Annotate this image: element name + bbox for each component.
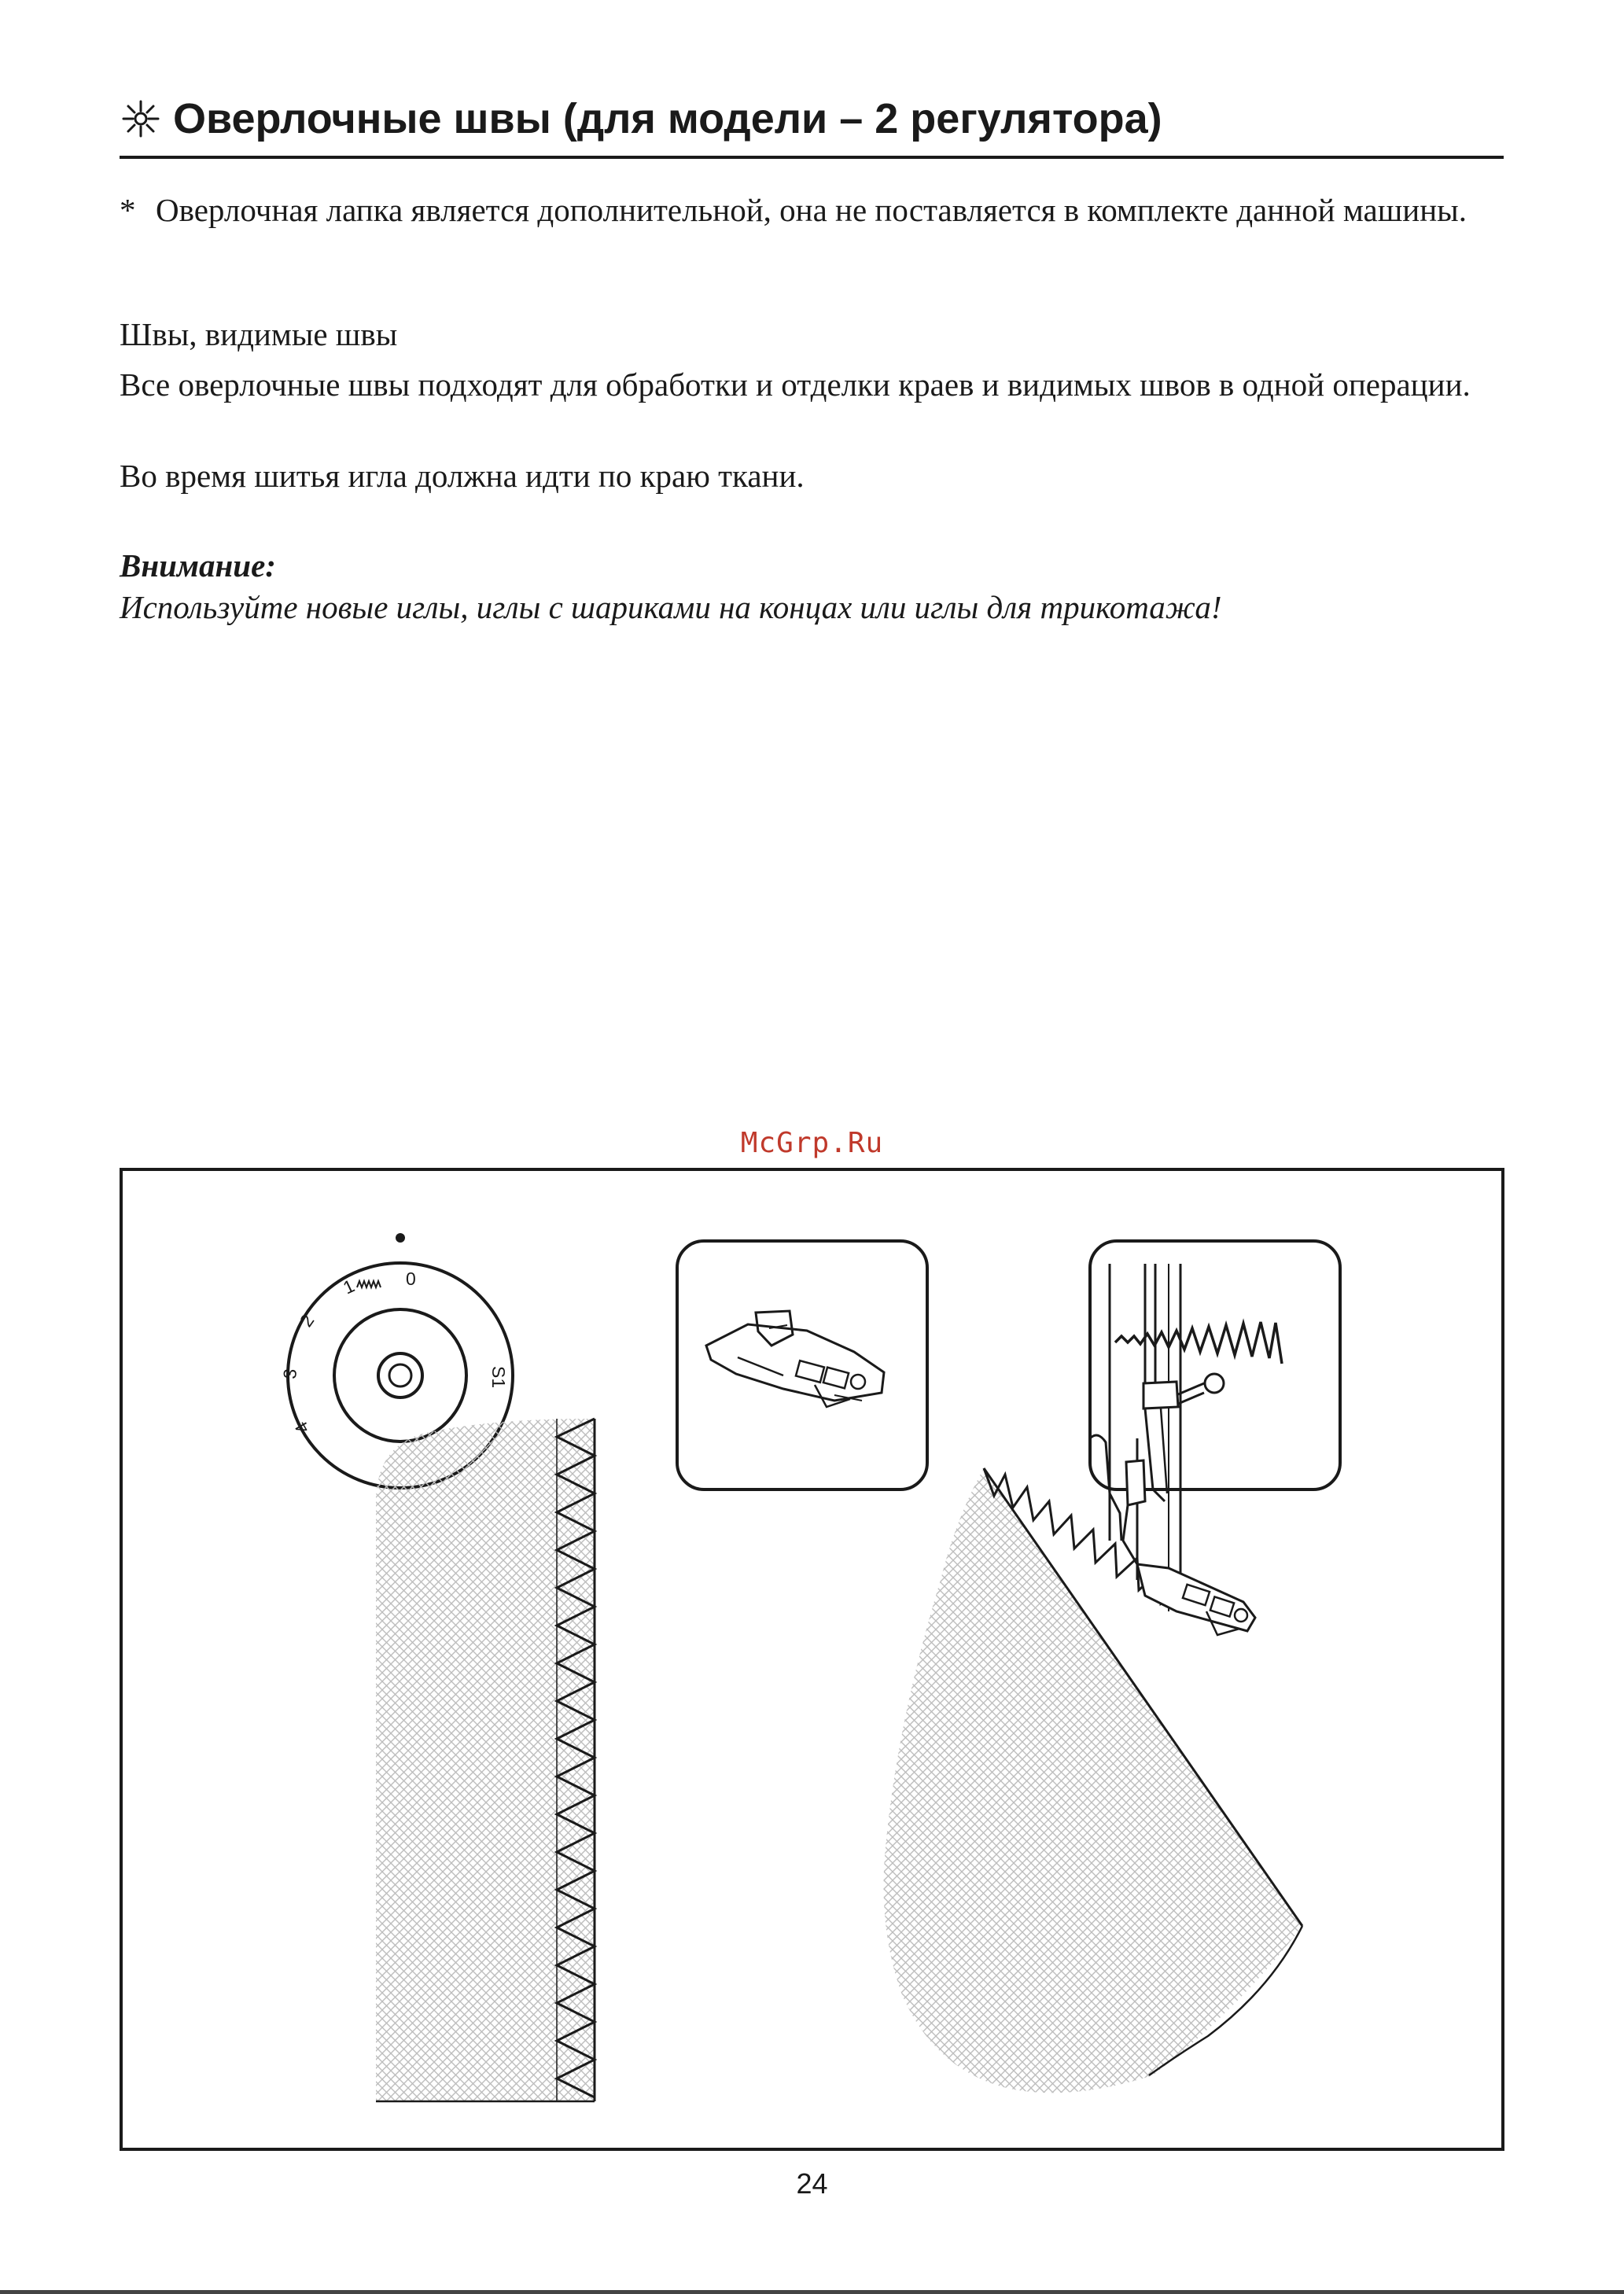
sparkle-icon (121, 99, 160, 138)
overlock-presser-foot-icon (677, 1241, 927, 1489)
bottom-rule (0, 2290, 1624, 2294)
section-paragraph-1: Все оверлочные швы подходят для обработки и отделки краев и видимых швов в одной операции. (120, 366, 1471, 403)
page-number: 24 (796, 2167, 828, 2200)
illustration-frame (120, 1168, 1504, 2151)
warning-title: Внимание: (120, 547, 276, 584)
dial-label-1: 1 (340, 1275, 358, 1298)
section-paragraph-2: Во время шитья игла должна идти по краю ткани. (120, 458, 805, 494)
dial-label-0: 0 (406, 1269, 416, 1289)
overlocked-fabric-edge-icon (376, 1419, 595, 2101)
sewing-with-overlock-foot-icon (884, 1264, 1303, 2093)
dial-indicator-dot (396, 1233, 405, 1243)
watermark: McGrp.Ru (740, 1127, 884, 1159)
dial-label-2: 2 (295, 1310, 319, 1331)
note-text: Оверлочная лапка является дополнительной, она не поставляется в комплекте данной машины. (156, 192, 1467, 228)
dial-label-3: 3 (279, 1368, 301, 1380)
page-heading (120, 88, 1504, 159)
illustration (123, 1171, 1501, 2148)
page-title: Оверлочные швы (для модели – 2 регулятора) (173, 95, 1162, 142)
warning-text: Используйте новые иглы, иглы с шариками на концах или иглы для трикотажа! (120, 589, 1222, 625)
overlock-stitch-pattern-icon (1090, 1241, 1340, 1489)
dial-label-s1: S1 (488, 1366, 509, 1389)
note-marker: * (120, 192, 136, 228)
section-subtitle: Швы, видимые швы (120, 316, 398, 352)
dial-label-4: 4 (290, 1418, 314, 1438)
